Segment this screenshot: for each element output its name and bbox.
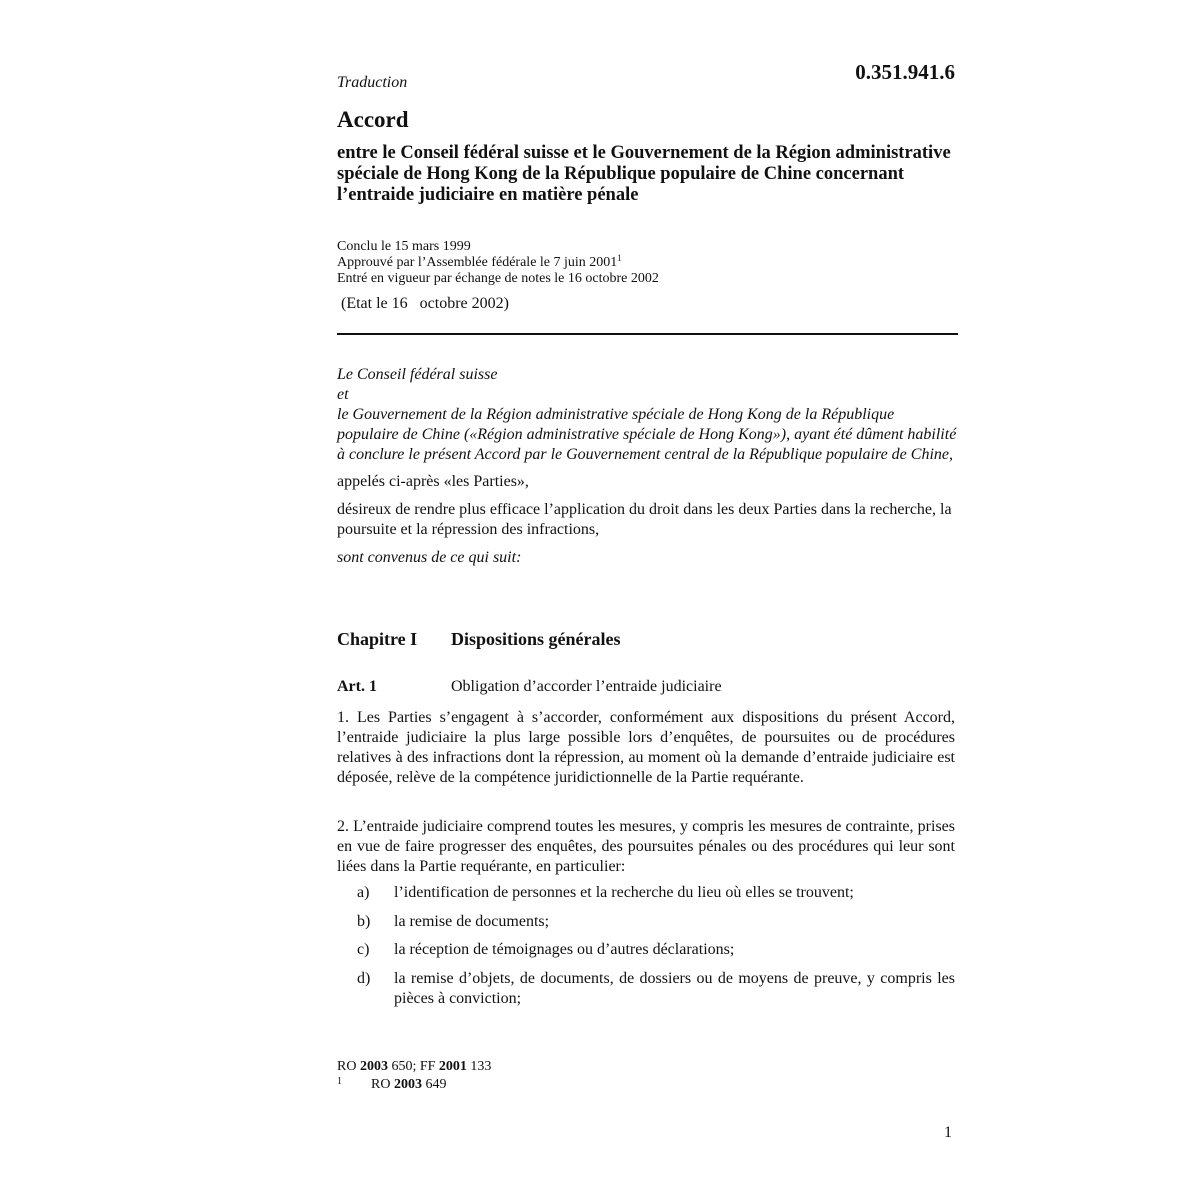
list-item-label: d) (357, 970, 371, 987)
footnotes (337, 1058, 955, 1094)
translation-label: Traduction (337, 74, 408, 91)
agreement-title: Accord (337, 107, 409, 132)
preamble-agreement-clause: sont convenus de ce qui suit: (337, 549, 522, 566)
list-item-text: la remise d’objets, de documents, de dossiers ou de moyens de preuve, y compris les pièces à conviction; (394, 970, 955, 1007)
agreement-dates (337, 239, 955, 287)
preamble (337, 365, 957, 568)
article-paragraph-2: 2. L’entraide judiciaire comprend toutes les mesures, y compris les mesures de contrainte, prises en vue de faire progresser des enquêtes, des poursuites pénales ou des procédures qui leur sont liées dans la Partie requérante, en particulier: (337, 818, 955, 875)
preamble-party-2: le Gouvernement de la Région administrative spéciale de Hong Kong de la République populaire de Chine («Région administrative spéciale de Hong Kong»), ayant été dûment habilité à conclure le présent Accord par le Gouvernement central de la République populaire de Chine, (337, 406, 957, 463)
source-prefix: RO (337, 1059, 360, 1074)
list-item-d (357, 969, 955, 1009)
status-date: (Etat le 16 octobre 2002) (341, 295, 509, 312)
footnote-1-suffix: 649 (421, 1077, 447, 1092)
article-number: Art. 1 (337, 678, 377, 695)
list-item-text: l’identification de personnes et la recherche du lieu où elles se trouvent; (394, 884, 854, 901)
footnote-1-prefix: RO (371, 1077, 394, 1092)
agreement-subtitle: entre le Conseil fédéral suisse et le Gouvernement de la Région administrative spéciale de Hong Kong de la République populaire de Chine concernant l’entraide judiciaire en matière pénale (337, 143, 951, 205)
source-mid: 650; FF (387, 1059, 439, 1074)
list-item-label: a) (357, 884, 370, 901)
document-number: 0.351.941.6 (855, 60, 955, 84)
list-item-b (357, 912, 955, 932)
article-paragraph-1: 1. Les Parties s’engagent à s’accorder, conformément aux dispositions du présent Accord, l’entraide judiciaire la plus large possible lors d’enquêtes, de poursuites ou de procédures relatives à des infractions dont la répression, au moment où la demande d’entraide judiciaire est déposée, relève de la compétence juridictionnelle de la Partie requérante. (337, 709, 955, 786)
list-item-text: la remise de documents; (394, 913, 550, 930)
horizontal-rule (337, 333, 958, 335)
preamble-party-1: Le Conseil fédéral suisse (337, 366, 498, 383)
chapter-number: Chapitre I (337, 629, 418, 649)
preamble-conjunction: et (337, 386, 349, 403)
preamble-purpose: désireux de rendre plus efficace l’application du droit dans les deux Parties dans la recherche, la poursuite et la répression des infractions, (337, 501, 952, 538)
footnote-1-year: 2003 (393, 1077, 422, 1092)
list-item-a (357, 883, 955, 903)
approved-date (337, 255, 955, 271)
approved-date-text: Approuvé par l’Assemblée fédérale le 7 juin 2001 (337, 255, 618, 270)
entry-into-force-date: Entré en vigueur par échange de notes le 16 octobre 2002 (337, 271, 659, 286)
chapter-heading (337, 629, 955, 650)
list-item-c (357, 940, 955, 960)
chapter-title: Dispositions générales (451, 629, 621, 649)
source-reference (337, 1058, 955, 1076)
source-suffix: 133 (466, 1059, 492, 1074)
concluded-date: Conclu le 15 mars 1999 (337, 239, 471, 254)
source-year-1: 2003 (359, 1059, 388, 1074)
preamble-parties-definition: appelés ci-après «les Parties», (337, 473, 529, 490)
footnote-1: 1 RO 2003 649 (337, 1076, 447, 1092)
list-item-text: la réception de témoignages ou d’autres déclarations; (394, 941, 735, 958)
article-heading (337, 678, 955, 696)
page-number: 1 (944, 1124, 952, 1141)
list-item-label: c) (357, 941, 370, 958)
list-item-label: b) (357, 913, 371, 930)
footnote-ref-1: 1 (617, 253, 622, 263)
article-title: Obligation d’accorder l’entraide judiciaire (451, 678, 722, 695)
source-year-2: 2001 (438, 1059, 467, 1074)
